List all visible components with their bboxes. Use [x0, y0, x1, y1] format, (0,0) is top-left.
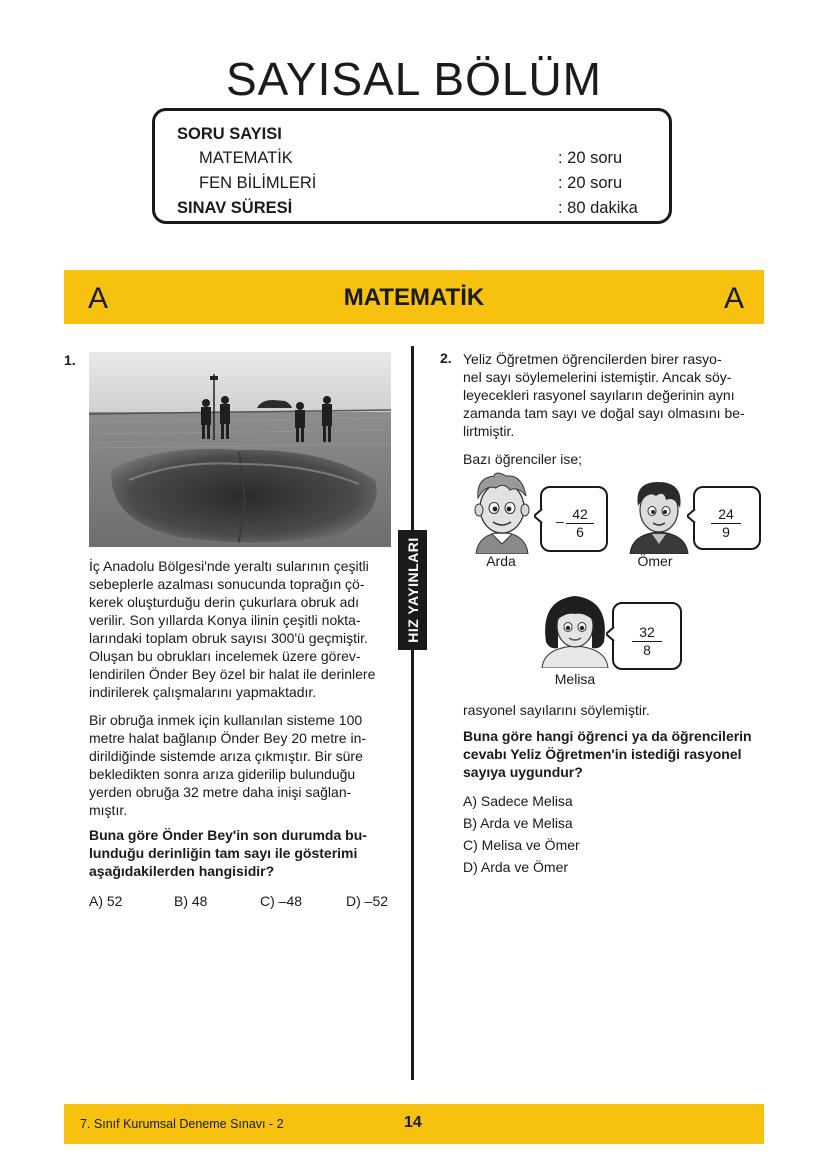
q1-p2-line: metre halat bağlanıp Önder Bey 20 metre in-: [89, 730, 367, 746]
q1-p1-line: sebeplerle azalması sonucunda toprağın çö-: [89, 576, 365, 592]
question-1-paragraph-2: [89, 711, 391, 819]
arda-denominator: 6: [576, 524, 584, 540]
melisa-avatar: [538, 592, 612, 668]
q2-intro-line: lirtmiştir.: [463, 423, 515, 439]
q2-option-b[interactable]: B) Arda ve Melisa: [463, 815, 573, 831]
question-1-number: 1.: [64, 352, 76, 368]
exam-info-box: [152, 108, 672, 224]
section-banner: [64, 270, 764, 324]
q2-prompt-line: sayıya uygundur?: [463, 764, 583, 780]
exam-name: 7. Sınıf Kurumsal Deneme Sınavı - 2: [80, 1117, 284, 1131]
q2-option-a[interactable]: A) Sadece Melisa: [463, 793, 573, 809]
omer-denominator: 9: [722, 524, 730, 540]
publisher-tag: [398, 530, 427, 650]
some-students-text: Bazı öğrenciler ise;: [463, 451, 583, 467]
q1-p2-line: Bir obruğa inmek için kullanılan sisteme 100: [89, 712, 363, 728]
q2-intro-line: zamanda tam sayı ve doğal sayı olmasını be-: [463, 405, 745, 421]
section-title: MATEMATİK: [343, 284, 485, 311]
melisa-bubble-tail: [606, 626, 616, 642]
arda-avatar: [466, 472, 538, 554]
omer-name: Ömer: [637, 553, 673, 569]
question-2-prompt: [463, 727, 765, 781]
melisa-fraction: [632, 624, 662, 659]
question-2-intro: [463, 350, 763, 440]
science-info-row: [177, 174, 649, 193]
q1-p1-line: kerek oluşturduğu derin çukurlara obruk adı: [89, 594, 360, 610]
q1-prompt-line: lunduğu derinliğin tam sayı ile gösterimi: [89, 845, 358, 861]
q1-option-c[interactable]: C) –48: [260, 893, 303, 909]
question-1-prompt: [89, 826, 391, 880]
q1-prompt-line: Buna göre Önder Bey'in son durumda bu-: [89, 827, 367, 843]
q1-p2-line: yerden obruğa 32 metre daha inişi sağlan-: [89, 784, 352, 800]
question-1-paragraph-1: [89, 557, 391, 701]
q2-intro-line: leyecekleri rasyonel sayıların değerinin aynı: [463, 387, 735, 403]
q2-option-d[interactable]: D) Arda ve Ömer: [463, 859, 569, 875]
omer-avatar: [624, 478, 694, 554]
sinkhole-photo: [89, 352, 391, 547]
q1-p1-line: Oluşan bu obrukları incelemek üzere görev-: [89, 648, 361, 664]
column-divider: [411, 346, 414, 1080]
q1-prompt-line: aşağıdakilerden hangisidir?: [89, 863, 275, 879]
duration-label: SINAV SÜRESİ: [177, 199, 293, 217]
page-title: SAYISAL BÖLÜM: [225, 53, 602, 105]
q1-option-a[interactable]: A) 52: [89, 893, 123, 909]
q1-p2-line: mıştır.: [89, 802, 128, 818]
omer-fraction: [711, 506, 741, 541]
q1-option-b[interactable]: B) 48: [174, 893, 208, 909]
q1-p1-line: verilir. Son yıllarda Konya ilinin çeşitli nokta-: [89, 612, 361, 628]
melisa-numerator: 32: [632, 624, 662, 642]
q1-p2-line: bekledikten sonra arıza giderilip bulunduğu: [89, 766, 356, 782]
q1-p1-line: indirilerek çalışmalarını yapmaktadır.: [89, 684, 317, 700]
q1-option-d[interactable]: D) –52: [346, 893, 389, 909]
question-2-number: 2.: [440, 350, 452, 366]
students-said-text: rasyonel sayılarını söylemiştir.: [463, 702, 650, 718]
question-count-label: SORU SAYISI: [177, 125, 282, 143]
science-value: : 20 soru: [558, 174, 623, 192]
melisa-name: Melisa: [554, 671, 596, 687]
q2-option-c[interactable]: C) Melisa ve Ömer: [463, 837, 580, 853]
arda-minus-sign: –: [556, 513, 564, 529]
arda-fraction: [566, 506, 594, 541]
page-number: 14: [404, 1114, 422, 1131]
q2-intro-line: nel sayı söylemelerini istemiştir. Ancak söy-: [463, 369, 732, 385]
omer-numerator: 24: [711, 506, 741, 524]
q2-intro-line: Yeliz Öğretmen öğrencilerden birer rasyo-: [463, 351, 722, 367]
q1-p1-line: larındaki toplam obruk sayısı 300'ü geçmiştir.: [89, 630, 368, 646]
booklet-letter-left: A: [88, 282, 109, 315]
math-info-row: [177, 149, 649, 168]
duration-info-row: [177, 199, 649, 218]
q1-p1-line: lendirilen Önder Bey özel bir halat ile derinlere: [89, 666, 376, 682]
science-label: FEN BİLİMLERİ: [199, 174, 317, 192]
page-footer: [64, 1104, 764, 1144]
math-value: : 20 soru: [558, 149, 623, 167]
q1-p1-line: İç Anadolu Bölgesi'nde yeraltı sularının çeşitli: [89, 558, 369, 574]
q1-p2-line: dirildiğinde sistemde arıza çıkmıştır. Bir süre: [89, 748, 363, 764]
q2-prompt-line: cevabı Yeliz Öğretmen'in istediği rasyonel: [463, 746, 742, 762]
omer-bubble-tail: [687, 508, 697, 524]
q2-prompt-line: Buna göre hangi öğrenci ya da öğrencilerin: [463, 728, 752, 744]
publisher-name: HIZ YAYINLARI: [404, 537, 421, 643]
arda-bubble-tail: [534, 508, 544, 524]
booklet-letter-right: A: [723, 282, 744, 315]
math-label: MATEMATİK: [199, 149, 293, 167]
arda-name: Arda: [486, 553, 516, 569]
melisa-denominator: 8: [643, 642, 651, 658]
duration-value: : 80 dakika: [558, 199, 638, 217]
arda-numerator: 42: [566, 506, 594, 524]
